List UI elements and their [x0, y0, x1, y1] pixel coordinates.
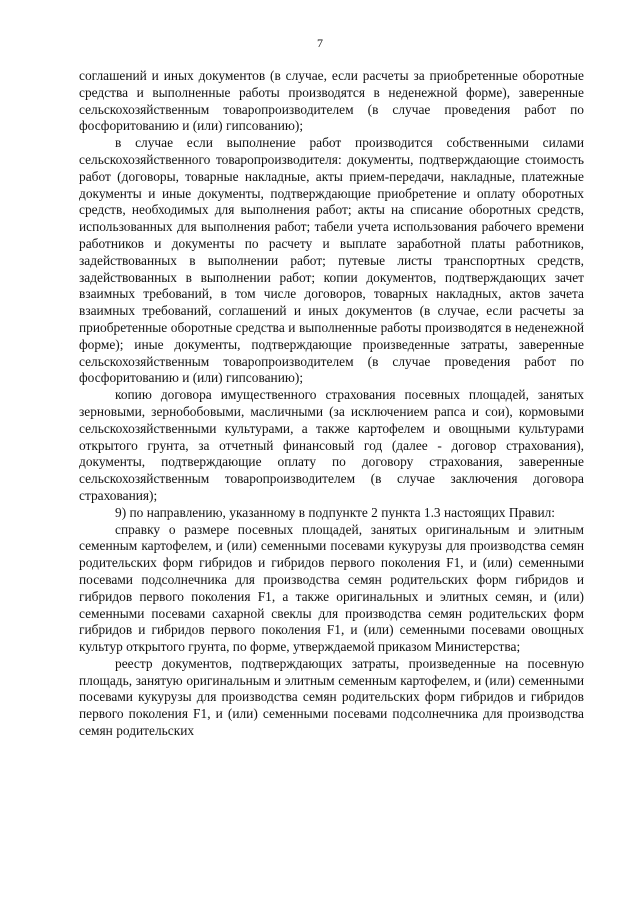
paragraph-5: справку о размере посевных площадей, занятых оригинальным и элитным семенным картофелем, и (или) семенными посевами кукурузы для производства семян родительских форм гибридов и гибридов первого поколения F1, и (или) семенными посевами подсолнечника для производства семян родительских форм гибридов и гибридов первого поколения F1, а также оригинальных и элитных семян, и (или) семенными посевами сахарной свеклы для производства семян родительских форм гибридов и гибридов первого поколения F1, и (или) семенными посевами овощных культур открытого грунта, по форме, утверждаемой приказом Министерства; — [79, 521, 584, 655]
document-body — [79, 68, 584, 740]
paragraph-3: копию договора имущественного страхования посевных площадей, занятых зерновыми, зернобобовыми, масличными (за исключением рапса и сои), кормовыми сельскохозяйственными культурами, а также картофелем и овощными культурами открытого грунта, за отчетный финансовый год (далее - договор страхования), документы, подтверждающие оплату по договору страхования, заверенные сельскохозяйственным товаропроизводителем (в случае заключения договора страхования); — [79, 387, 584, 503]
paragraph-6: реестр документов, подтверждающих затраты, произведенные на посевную площадь, занятую оригинальным и элитным семенным картофелем, и (или) семенными посевами кукурузы для производства семян родительских форм гибридов и гибридов первого поколения F1, и (или) семенными посевами подсолнечника для производства семян родительских — [79, 655, 584, 739]
paragraph-2: в случае если выполнение работ производится собственными силами сельскохозяйственного товаропроизводителя: документы, подтверждающие стоимость работ (договоры, товарные накладные, акты прием-передачи, накладные, платежные документы и иные документы, подтверждающие приобретение и оплату оборотных средств, необходимых для выполнения работ; акты на списание оборотных средств, использованных для выполнения работ; табели учета использования рабочего времени работников и документы по расчету и выплате заработной платы работников, задействованных в выполнении работ; путевые листы транспортных средств, задействованных в выполнении работ; копии документов, подтверждающих зачет взаимных требований, в том числе договоров, товарных накладных, актов зачета взаимных требований, соглашений и иных документов (в случае, если расчеты за приобретенные оборотные средства и выполненные работы производятся в неденежной форме); иные документы, подтверждающие произведенные затраты, заверенные сельскохозяйственным товаропроизводителем (в случае проведения работ по фосфоритованию и (или) гипсованию); — [79, 135, 584, 386]
page-number: 7 — [317, 36, 323, 50]
paragraph-4: 9) по направлению, указанному в подпункте 2 пункта 1.3 настоящих Правил: — [115, 504, 556, 520]
paragraph-1: соглашений и иных документов (в случае, если расчеты за приобретенные оборотные средства и выполненные работы производятся в неденежной форме), заверенные сельскохозяйственным товаропроизводителем (в случае проведения работ по фосфоритованию и (или) гипсованию); — [79, 68, 584, 134]
